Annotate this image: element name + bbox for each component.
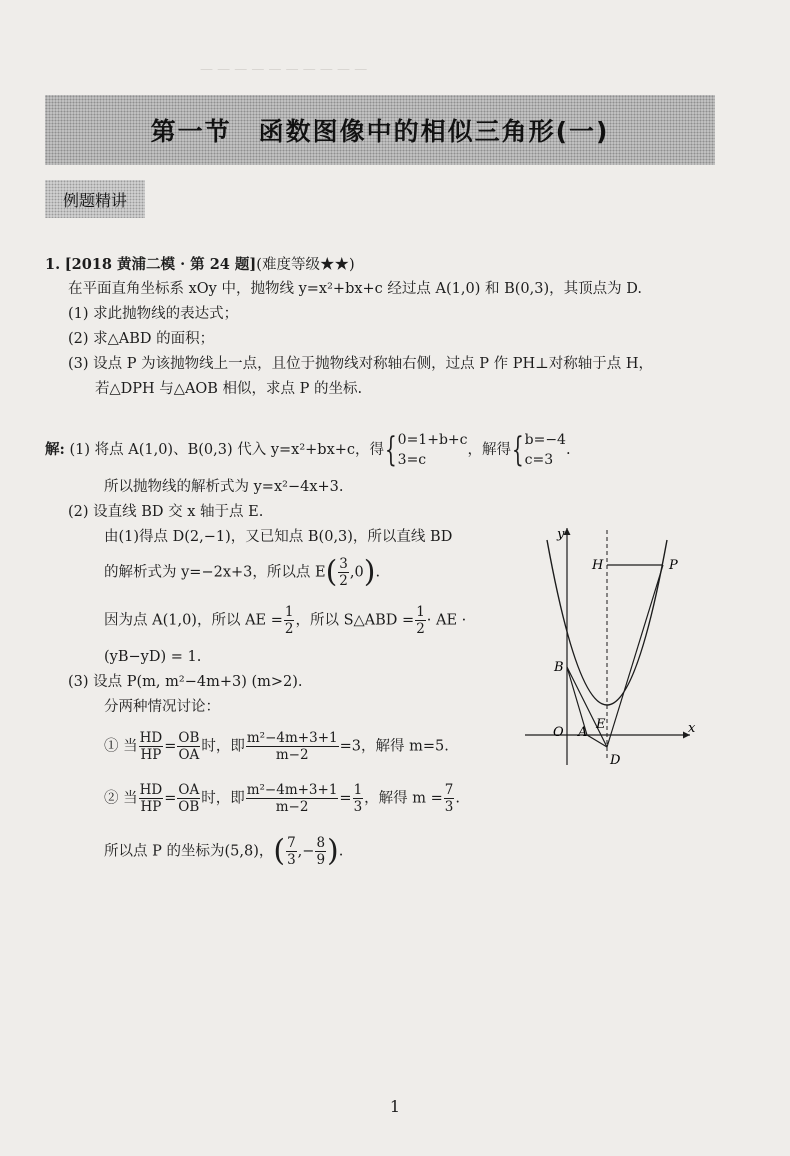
problem-number: 1.	[45, 256, 61, 273]
label-o: O	[553, 725, 564, 740]
step2-c: 的解析式为 y=−2x+3，所以点 E( $\frac{3}{2}$ ,0).	[104, 554, 381, 590]
step1-conclusion: 所以抛物线的解析式为 y=x²−4x+3.	[104, 479, 344, 495]
step2-d: 因为点 A(1,0)，所以 AE = $\frac{1}{2}$ ，所以 S△ABD = $\frac{1}{2}$ · AE ·	[104, 604, 467, 637]
example-tag-label: 例题精讲	[62, 190, 127, 210]
step3-b: 分两种情况讨论：	[104, 699, 220, 715]
step3-a: (3) 设点 P(m, m²−4m+3) (m>2).	[68, 674, 303, 690]
bleed-through-text: — — — — — — — — — —	[200, 62, 368, 77]
section-title: 第一节 函数图像中的相似三角形(一)	[150, 117, 610, 146]
label-d: D	[610, 753, 621, 768]
label-h: H	[592, 558, 604, 573]
label-y: y	[557, 527, 565, 542]
problem-source: [2018 黄浦二模 · 第 24 题]	[64, 256, 257, 273]
problem-difficulty: (难度等级★★)	[256, 257, 355, 273]
step2-e: (yB−yD) = 1.	[104, 649, 202, 665]
label-a: A	[578, 725, 588, 740]
example-tag	[45, 180, 145, 218]
step2-a: (2) 设直线 BD 交 x 轴于点 E.	[68, 504, 264, 520]
label-x: x	[688, 721, 696, 736]
question-2: (2) 求△ABD 的面积；	[68, 331, 215, 347]
problem-header	[45, 256, 355, 274]
step2-b: 由(1)得点 D(2,−1)，又已知点 B(0,3)，所以直线 BD	[104, 529, 453, 545]
final-answer: 所以点 P 的坐标为(5,8)，( $\frac{7}{3}$ ,− $\frac{8}{9}$ ).	[104, 833, 344, 869]
page-number: 1	[389, 1097, 401, 1116]
solution-step-1: 解: (1) 将点 A(1,0)、B(0,3) 代入 y=x²+bx+c，得{ 0=1+b+c 3=c ，解得{ b=−4 c=3 .	[45, 430, 571, 470]
section-title-banner	[45, 95, 715, 165]
solution-label: 解:	[45, 441, 65, 458]
parabola-figure	[520, 520, 710, 770]
label-p: P	[669, 558, 678, 573]
question-3-line1: (3) 设点 P 为该抛物线上一点，且位于抛物线对称轴右侧，过点 P 作 PH⊥对称轴于点 H，	[68, 356, 653, 372]
system-2: b=−4 c=3	[524, 432, 566, 468]
segment-dp	[607, 565, 663, 747]
step1-text: (1) 将点 A(1,0)、B(0,3) 代入 y=x²+bx+c，得	[69, 442, 385, 458]
case-2: ② 当 $\frac{HD}{HP}$ = $\frac{OA}{OB}$ 时，即 $\frac{\text{m²−4m+3+1}}{m-2}$ = $\frac{1}{3}$ ，解得 m = $\frac{7}{3}$ .	[104, 782, 460, 815]
problem-statement: 在平面直角坐标系 xOy 中，抛物线 y=x²+bx+c 经过点 A(1,0) 和 B(0,3)，其顶点为 D.	[68, 281, 642, 297]
question-1: (1) 求此抛物线的表达式；	[68, 306, 239, 322]
question-3-line2: 若△DPH 与△AOB 相似，求点 P 的坐标.	[95, 381, 363, 397]
label-b: B	[554, 660, 564, 675]
system-1: 0=1+b+c 3=c	[397, 432, 468, 468]
label-e: E	[596, 717, 606, 732]
case-1: ① 当 $\frac{HD}{HP}$ = $\frac{OB}{OA}$ 时，即 $\frac{\text{m²−4m+3+1}}{m-2}$ =3，解得 m=5.	[104, 730, 449, 763]
